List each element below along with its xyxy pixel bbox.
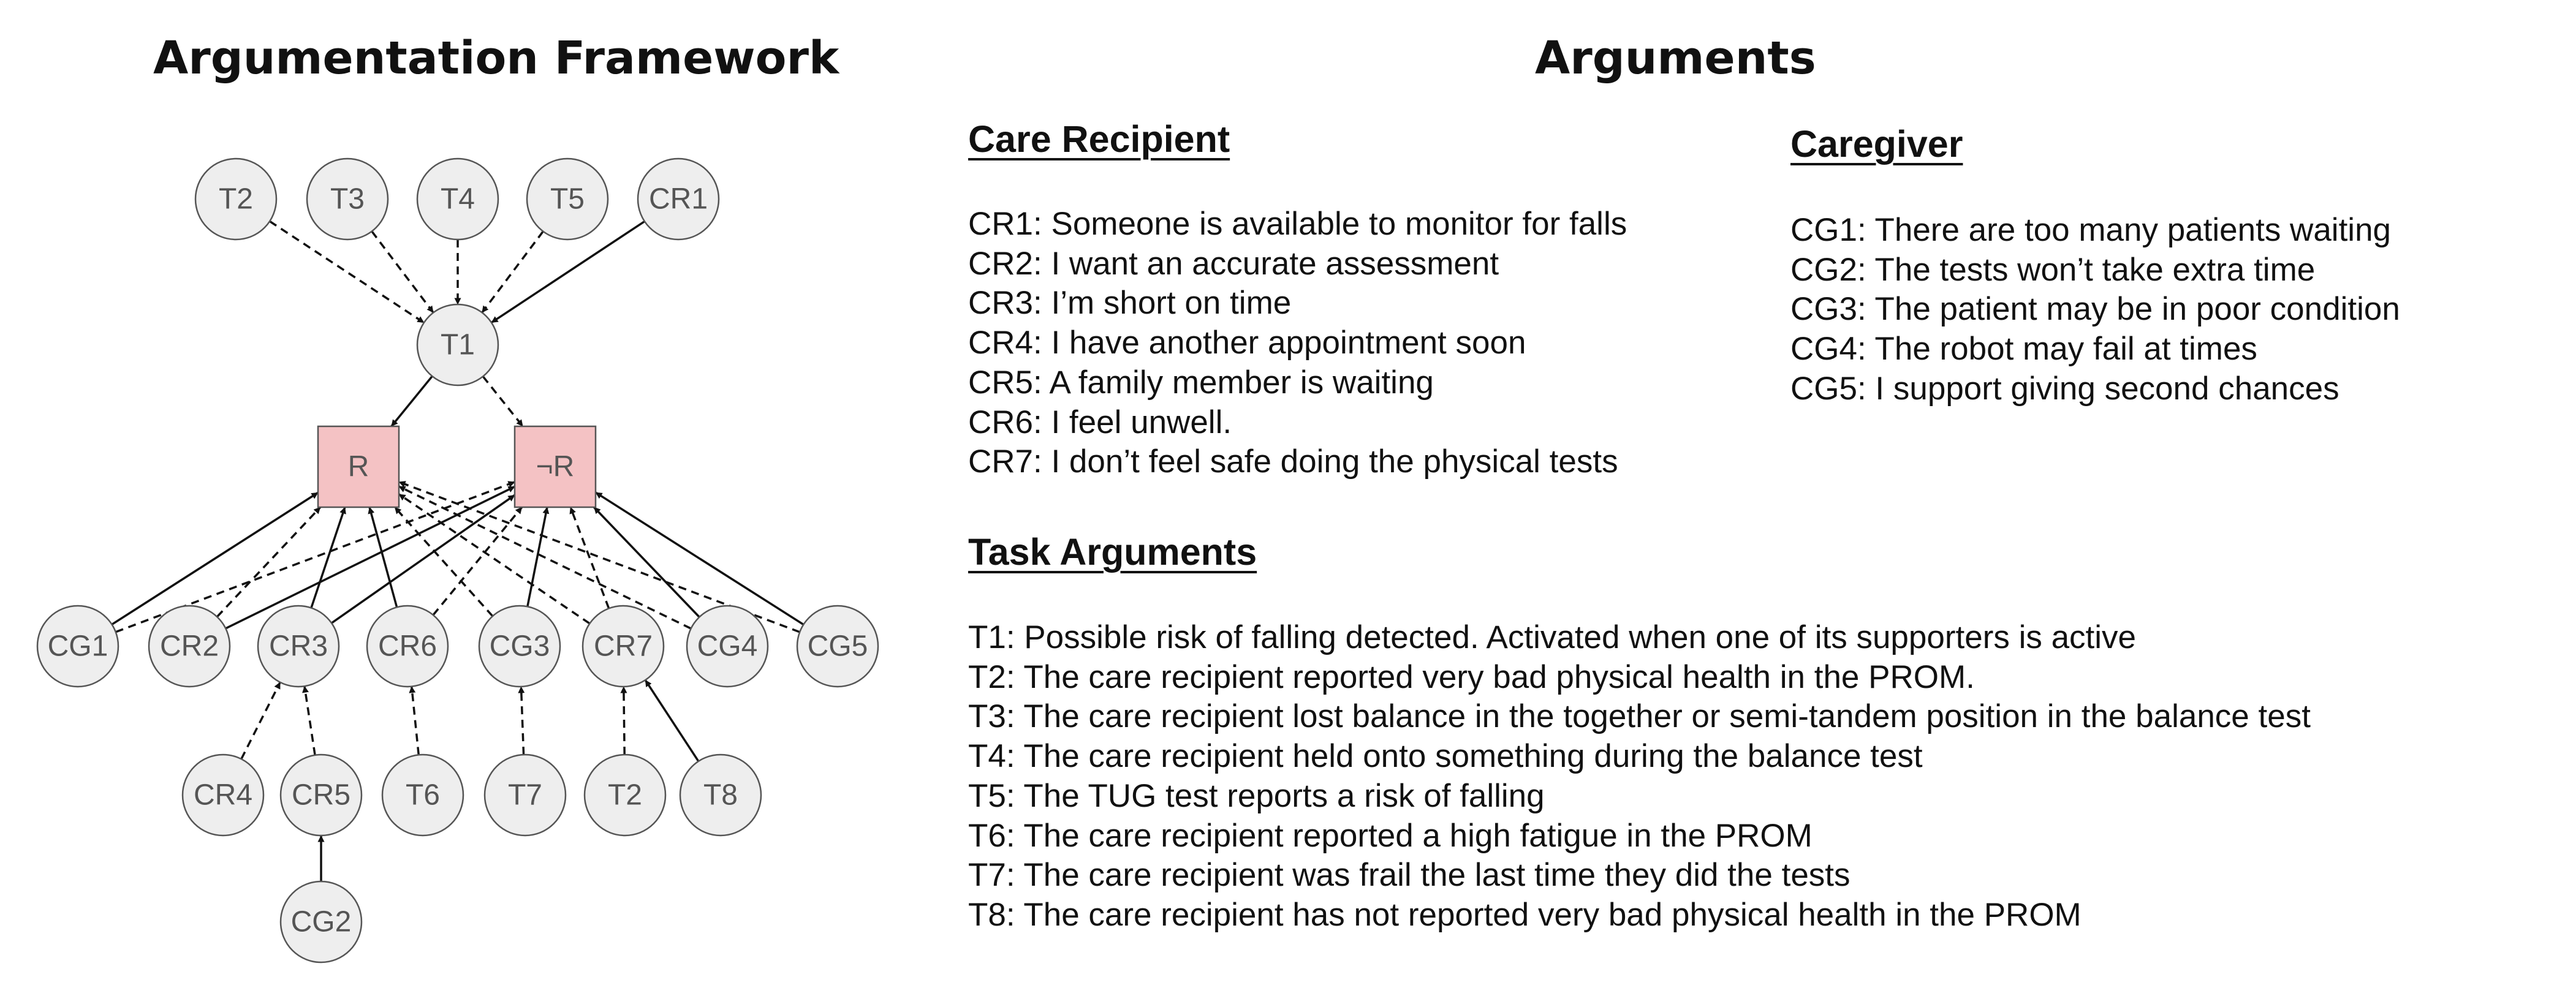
care-recipient-list [968,205,1627,482]
care-recipient-item: CR3: I’m short on time [968,285,1292,322]
node-CG5 [797,606,878,687]
node-CR3 [258,606,339,687]
care-recipient-item: CR2: I want an accurate assessment [968,245,1499,282]
node-T4 [417,159,498,240]
node-CR1top [638,159,719,240]
node-T8 [680,755,761,836]
edge-CR7-R [399,494,589,624]
edge-T1-R [392,376,433,426]
caregiver-item: CG1: There are too many patients waiting [1790,212,2392,248]
caregiver-heading: Caregiver [1790,123,1963,165]
node-T6 [382,755,463,836]
edge-CR6-R [369,507,397,607]
node-T1 [417,304,498,385]
edge-CR7-notR [570,507,609,608]
node-T7 [485,755,566,836]
node-label: CR4 [193,779,253,812]
node-CR7 [583,606,664,687]
node-CG1 [37,606,118,687]
edge-CG5-notR [596,492,803,625]
node-label: CR5 [291,779,351,812]
care-recipient-item: CR1: Someone is available to monitor for falls [968,206,1627,242]
edge-CR3-notR [331,495,515,623]
task-arguments-list [968,618,2311,935]
node-label: CR2 [159,630,219,663]
node-label: T6 [405,779,441,812]
edge-T7-CG3 [521,687,523,755]
edge-T6-CR6 [412,687,419,755]
node-CR6 [367,606,448,687]
node-CR2 [149,606,230,687]
nodes-layer [37,159,878,962]
node-CR4 [183,755,263,836]
task-argument-item: T4: The care recipient held onto something during the balance test [968,738,1923,775]
task-argument-item: T6: The care recipient reported a high fatigue in the PROM [968,817,1813,854]
node-label: T7 [507,779,543,812]
node-label: T2 [607,779,643,812]
caregiver-item: CG2: The tests won’t take extra time [1790,251,2316,288]
node-T2 [195,159,276,240]
edge-CR4-CR3 [241,682,280,759]
edge-T3-T1 [372,232,433,313]
node-label: T4 [440,183,475,216]
node-CG4 [687,606,768,687]
care-recipient-heading: Care Recipient [968,118,1230,160]
care-recipient-item: CR7: I don’t feel safe doing the physical tests [968,443,1618,480]
caregiver-item: CG4: The robot may fail at times [1790,331,2257,368]
node-CG3 [479,606,560,687]
task-argument-item: T2: The care recipient reported very bad physical health in the PROM. [968,658,1975,695]
node-label: CG2 [290,905,352,938]
task-argument-item: T7: The care recipient was frail the last time they did the tests [968,857,1851,894]
node-label: CG5 [807,630,868,663]
argumentation-graph [0,0,956,996]
caregiver-item: CG3: The patient may be in poor condition [1790,291,2400,328]
node-label: CR6 [377,630,438,663]
node-label: CG1 [47,630,108,663]
node-CR5 [281,755,362,836]
node-label: T8 [703,779,738,812]
node-T2b [585,755,665,836]
node-label: T3 [330,183,365,216]
task-arguments-heading: Task Arguments [968,531,1257,573]
node-label: CR7 [593,630,653,663]
node-label: ¬R [536,450,575,483]
task-argument-item: T1: Possible risk of falling detected. Activated when one of its supporters is active [968,619,2137,655]
node-label: CG3 [489,630,550,663]
edge-CR5-CR3 [305,686,315,755]
node-label: CG4 [697,630,758,663]
edge-T8-CR7 [645,680,699,761]
edge-CR3-R [311,507,345,608]
node-R [318,426,399,507]
task-argument-item: T5: The TUG test reports a risk of falling [968,777,1545,814]
node-label: CR1 [648,183,708,216]
node-label: T5 [550,183,585,216]
arguments-title: Arguments [1535,32,1816,85]
node-label: R [347,450,369,483]
caregiver-list [1790,211,2400,409]
node-CG2 [281,881,362,962]
node-label: T1 [440,328,475,361]
task-argument-item: T3: The care recipient lost balance in the together or semi-tandem position in the balance test [968,698,2311,735]
edge-CG1-R [112,492,318,624]
node-notR [515,426,596,507]
edge-T5-T1 [482,232,544,313]
node-T5 [527,159,608,240]
edge-T1-notR [483,377,523,426]
framework-title: Argumentation Framework [153,32,839,85]
care-recipient-item: CR5: A family member is waiting [968,364,1434,401]
care-recipient-item: CR4: I have another appointment soon [968,325,1526,361]
caregiver-item: CG5: I support giving second chances [1790,370,2339,407]
care-recipient-item: CR6: I feel unwell. [968,404,1232,440]
task-argument-item: T8: The care recipient has not reported very bad physical health in the PROM [968,896,2082,933]
node-T3 [307,159,388,240]
node-label: CR3 [268,630,328,663]
node-label: T2 [218,183,254,216]
